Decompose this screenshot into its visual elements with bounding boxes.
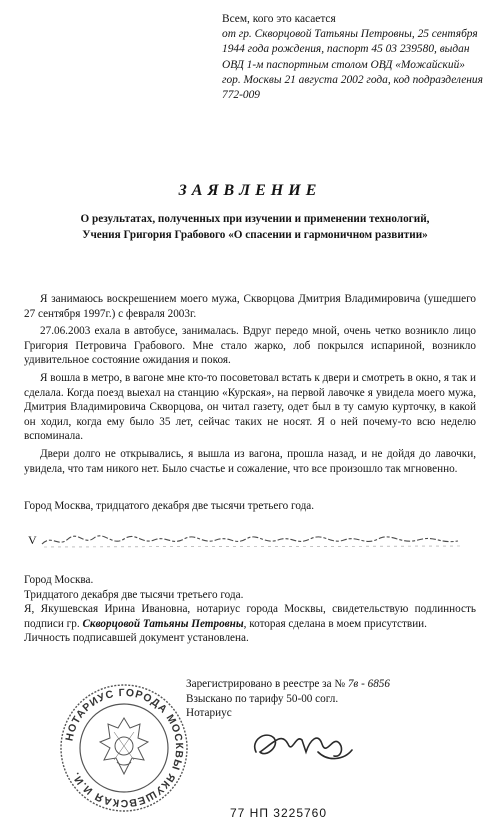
notary-identity: Личность подписавшей документ установлена. <box>24 632 249 645</box>
notary-signature <box>248 722 358 770</box>
notary-certification <box>24 573 476 646</box>
statement-date-line: Город Москва, тридцатого декабря две тысячи третьего года. <box>24 500 315 512</box>
addressee-from: от гр. Скворцовой Татьяны Петровны, 25 сентября 1944 года рождения, паспорт 45 03 239580, выдан ОВД 1-м паспортным столом ОВД «Можайский» гор. Москвы 21 августа 2002 года, код подразделения 772-009 <box>222 28 483 102</box>
paragraph-1: Я занимаюсь воскрешением моего мужа, Скворцова Дмитрия Владимировича (ушедшего 27 сентября 1997г.) с февраля 2003г. <box>24 293 476 320</box>
serial-number: 77 НП 3225760 <box>230 806 328 820</box>
document-title: ЗАЯВЛЕНИЕ <box>178 182 322 199</box>
notary-seal <box>58 682 190 814</box>
applicant-signature-row <box>28 530 473 552</box>
registry-block <box>186 677 476 721</box>
notary-city: Город Москва. <box>24 574 94 586</box>
registry-number: 7в - 6856 <box>347 678 390 690</box>
addressee-block <box>222 12 484 103</box>
document-subtitle <box>30 211 480 243</box>
paragraph-2: 27.06.2003 ехала в автобусе, занималась. Вдруг передо мной, очень четко возникло лицо Григория Петровича Грабового. Мне стало жарко, лоб покрылся испариной, возникло удивительное состояние ожидания и покоя. <box>24 325 476 367</box>
subtitle-line-2: Учения Григория Грабового «О спасении и гармоничном развитии» <box>82 229 428 241</box>
registry-line <box>186 677 476 692</box>
applicant-signature <box>38 530 468 552</box>
notary-label: Нотариус <box>186 707 232 720</box>
paragraph-3: Я вошла в метро, в вагоне мне кто-то посоветовал встать к двери и смотреть в окно, я так и сделала. Когда поезд выехал на станцию «Курская», на первой лавочке я увидела моего мужа, Дмитрия Владимировича Скворцова, он читал газету, одет был в ту самую курточку, в какой он ходил, когда ему было 35 лет, сейчас таких не носят. Я о ней почему-то всю неделю вспоминала. <box>24 371 476 443</box>
signature-mark: V <box>28 533 37 547</box>
addressee-to: Всем, кого это касается <box>222 13 336 25</box>
statement-body <box>24 292 476 479</box>
notary-date: Тридцатого декабря две тысячи третьего года. <box>24 588 244 601</box>
cert-after: , которая сделана в моем присутствии. <box>243 617 427 630</box>
subtitle-line-1: О результатах, полученных при изучении и применении технологий, <box>80 213 430 225</box>
fee-line: Взыскано по тарифу 50-00 согл. <box>186 692 339 705</box>
cert-before: Я, Якушевская Ирина Ивановна, нотариус города Москвы, свидетельствую подлинность подписи гр. <box>24 603 476 630</box>
emblem-icon <box>100 718 148 774</box>
registry-label: Зарегистрировано в реестре за № <box>186 678 346 690</box>
cert-name: Скворцовой Татьяны Петровны <box>82 617 244 630</box>
svg-text:НОТАРИУС ГОРОДА МОСКВЫ ЯКУШЕВС <box>63 687 185 809</box>
seal-text: НОТАРИУС ГОРОДА МОСКВЫ ЯКУШЕВСКАЯ И.И. <box>63 686 186 810</box>
paragraph-4: Двери долго не открывались, я вышла из вагона, прошла назад, и не дойдя до лавочки, увидела, что там никого нет. Было счастье и сожаление, что все произошло так мгновенно. <box>24 447 476 475</box>
notary-statement <box>24 602 476 631</box>
